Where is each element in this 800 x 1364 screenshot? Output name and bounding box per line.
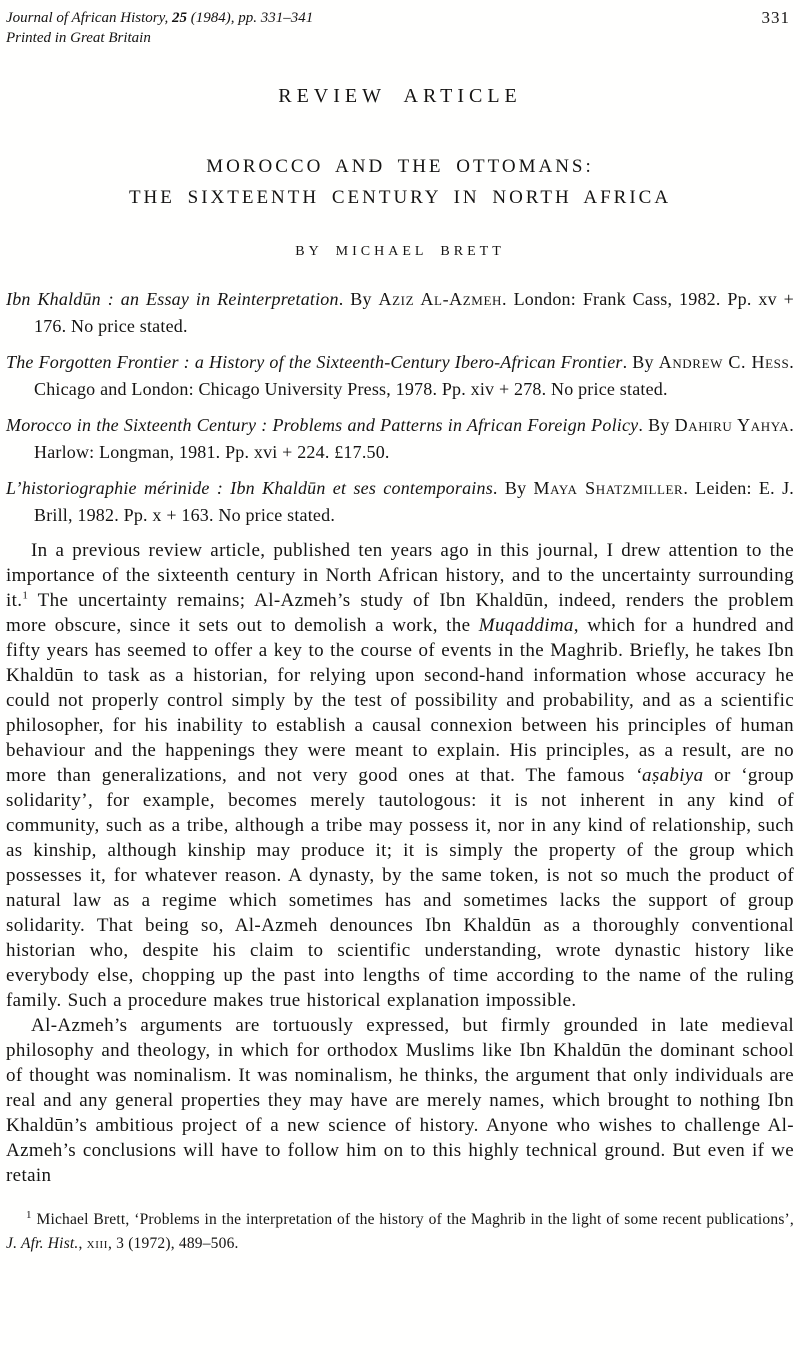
citation-al-azmeh (6, 286, 794, 340)
citation-yahya (6, 412, 794, 466)
printed-in-line: Printed in Great Britain (6, 30, 151, 46)
citation-shatzmiller (6, 475, 794, 529)
roman-numeral-volume: xiii (86, 1235, 109, 1252)
book-title-inline: Muqaddima (478, 615, 574, 636)
footnote (6, 1208, 794, 1256)
arabic-term: ‘aṣabiya (635, 765, 704, 786)
book-citations (6, 286, 794, 529)
body-run: or ‘group solidarity’, for example, becomes merely tautologous: it is not inherent in any kind of community, such as a tribe, although a tribe may possess it, nor in any kind of relationship, such as kinship, although kinship may produce it; it is simply the property of the group which possesses it, for whatever reason. A dynasty, by the same token, is not so much the product of natural law as a regime which sometimes has and sometimes lacks the support of group solidarity. That being so, Al-Azmeh denounces Ibn Khaldūn as a thoroughly conventional historian who, despite his claim to scientific understanding, wrote dynastic history like everybody else, chopping up the past into lengths of time according to the name of the ruling family. Such a procedure makes true historical explanation impossible. (6, 765, 794, 1011)
citation-author: Maya Shatzmiller (533, 478, 684, 498)
footnote-run: , 3 (1972), 489–506. (108, 1235, 239, 1252)
body-run: In a previous review article, published ten years ago in this journal, I drew attention to the importance of the sixteenth century in North African history, and to the uncertainty surrounding it. (6, 540, 794, 611)
footnote-number: 1 (26, 1208, 32, 1221)
citation-imprint: . London: Frank Cass, 1982. Pp. xv + 176. No price stated. (34, 289, 795, 336)
citation-author: Dahiru Yahya (674, 415, 790, 435)
citation-hess (6, 349, 794, 403)
body-paragraph-1 (6, 538, 794, 1013)
citation-author: Aziz Al-Azmeh (378, 289, 502, 309)
article-body (6, 538, 794, 1188)
citation-title: L’historiographie mérinide : Ibn Khaldūn et ses contemporains (6, 478, 493, 498)
citation-by: . By (338, 289, 379, 309)
footnote-run: , (78, 1235, 87, 1252)
citation-title: The Forgotten Frontier : a History of the Sixteenth-Century Ibero-African Frontier (6, 352, 623, 372)
article-title (6, 151, 794, 213)
section-heading: REVIEW ARTICLE (278, 85, 522, 107)
page-number: 331 (761, 8, 790, 27)
citation-by: . By (638, 415, 675, 435)
footnote-marker: 1 (22, 589, 29, 602)
article-title-line2: THE SIXTEENTH CENTURY IN NORTH AFRICA (128, 187, 672, 208)
journal-citation-line (6, 8, 313, 28)
body-paragraph-2: Al-Azmeh’s arguments are tortuously expressed, but firmly grounded in late medieval philosophy and theology, in which for orthodox Muslims like Ibn Khaldūn the dominant school of thought was nominalism. It was nominalism, he thinks, the argument that only individuals are real and any general properties they may have are merely names, which brought to nothing Ibn Khaldūn’s ambitious project of a new science of history. Anyone who wishes to challenge Al-Azmeh’s conclusions will have to follow him on to this highly technical ground. But even if we retain (6, 1015, 794, 1186)
journal-issue-pages: (1984), pp. 331–341 (186, 10, 314, 26)
citation-title: Morocco in the Sixteenth Century : Problems and Patterns in African Foreign Policy (6, 415, 639, 435)
citation-imprint: . Harlow: Longman, 1981. Pp. xvi + 224. £17.50. (34, 415, 794, 462)
volume-number: 25 (171, 10, 187, 26)
running-head (6, 8, 794, 48)
citation-by: . By (622, 352, 659, 372)
citation-imprint: . Leiden: E. J. Brill, 1982. Pp. x + 163. No price stated. (34, 478, 794, 525)
body-run: The uncertainty remains; Al-Azmeh’s study of Ibn Khaldūn, indeed, renders the problem more obscure, since it sets out to demolish a work, the (6, 590, 794, 636)
citation-author: Andrew C. Hess (658, 352, 790, 372)
citation-imprint: . Chicago and London: Chicago University Press, 1978. Pp. xiv + 278. No price stated. (34, 352, 794, 399)
journal-info (6, 8, 313, 48)
body-run: , which for a hundred and fifty years has seemed to offer a key to the course of events in the Maghrib. Briefly, he takes Ibn Khaldūn to task as a historian, for relying upon second-hand information whose accuracy he could not properly control simply by the test of possibility and probability, and as a scientific philosopher, for his inability to establish a causal connexion between his principles of human behaviour and the happenings they were meant to explain. His principles, as a result, are no more than generalizations, and not very good ones at that. The famous (6, 615, 794, 786)
journal-title: Journal of African History, (6, 10, 172, 26)
article-title-line1: MOROCCO AND THE OTTOMANS: (206, 156, 594, 177)
citation-by: . By (492, 478, 534, 498)
footnote-run: Michael Brett, ‘Problems in the interpretation of the history of the Maghrib in the light of some recent publications’, (31, 1211, 794, 1228)
journal-abbreviation: J. Afr. Hist. (6, 1235, 79, 1252)
byline: BY MICHAEL BRETT (295, 244, 505, 259)
citation-title: Ibn Khaldūn : an Essay in Reinterpretation (6, 289, 339, 309)
